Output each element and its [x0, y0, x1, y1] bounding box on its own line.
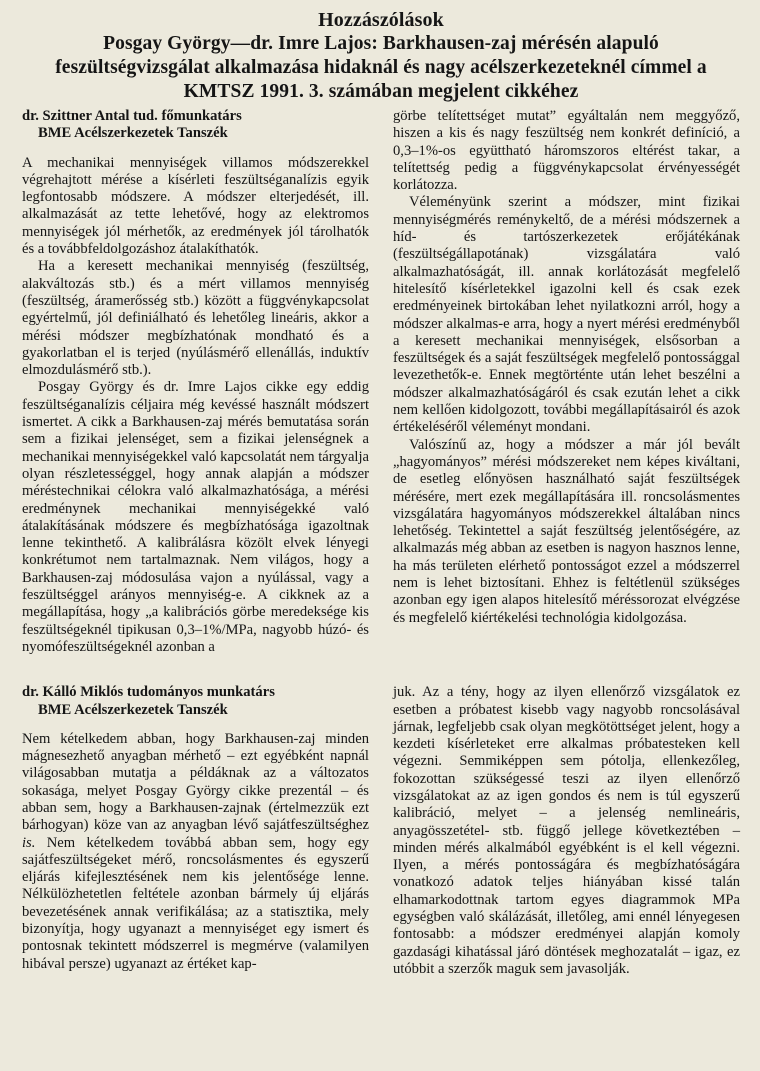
- paragraph: Posgay György és dr. Imre Lajos cikke egy eddig feszültséganalízis céljaira még kevéssé használt módszert ismertet. A cikk a Barkhausen-zaj mérés bemutatása során sem a fizikai jelenséget, sem a fizikai jelenségnek a mechanikai mennyiségekkel való kapcsolatát nem tárgyalja olyan részletességgel, hogy annak alapján a módszer méréstechnikai célokra való alkalmazhatósága, a mérési eredménynek mechanikai mennyiségekké való átalakításának módszere és megbízhatósága igazoltnak lenne tekinthető. A kalibrálásra közölt elvek lényegi konkrétumot nem tartalmaznak. Nem világos, hogy a Barkhausen-zaj módosulása vajon a nyúlással, vagy a feszültséggel arányos mennyiség-e. A cikknek az a megállapítása, hogy „a kalibrációs görbe meredeksége kis feszültségeknél tipikusan 0,3–1%/MPa, nagyobb húzó- és nyomófeszültségeknél azonban a: [22, 379, 370, 655]
- comment-2-author: dr. Kálló Miklós tudományos munkatárs: [22, 684, 275, 701]
- comment-1-author: dr. Szittner Antal tud. főmunkatárs: [22, 108, 242, 124]
- comment-1-column-left: [22, 108, 369, 656]
- section-heading: Hozzászólások: [318, 9, 444, 31]
- comment-2-column-left: [22, 684, 369, 978]
- paragraph: juk. Az a tény, hogy az ilyen ellenőrző vizsgálatok ez esetben a próbatest kisebb vagy nagyobb roncsolásával járnak, legfeljebb csak olyan megkötöttséget jelent, hogy a kezdeti kísérleteket erre alkalmas próbatesteken kell végezni. Semmiképpen sem pótolja, ellenkezőleg, fokozottan szükségessé teszi az ilyen ellenőrző vizsgálatokat az az igen gondos és nem is túl egyszerű kalibráció, melyet – a jelenség nemlineáris, anyagösszetétel- stb. függő jellege következtében – minden mérés alkalmából egyébként is el kell végezni. Ilyen, a mérés pontosságára és megbízhatóságára vonatkozó adatok teljes hiányában kissé talán elhamarkodottnak tartom egyes diagrammok MPa egységben való skálázását, illetőleg, ami ennél lényegesen fontosabb: a módszer eredményei alapján komoly gazdasági kihatással járó döntések meghozatalát – igaz, ez utóbbit a szerzők maguk sem javasolják.: [393, 684, 740, 977]
- comment-2-author-block: [22, 684, 369, 719]
- paragraph-text: Nem kételkedem továbbá abban sem, hogy egy sajátfeszültségeket mérő, roncsolásmentes és egyszerű eljárás kifejlesztésének nem kis jelentősége lenne. Nélkülözhetetlen feltétele azonban bármely új eljárás bevezetésének annak verifikálása; az a statisztika, mely bizonyítja, hogy ugyanazt a mennyiséget egy ismert és pontosnak tekintett módszerrel is megmérve (valamilyen hibával persze) ugyanazt az értéket kap-: [22, 834, 369, 972]
- paragraph: görbe telítettséget mutat” egyáltalán nem meggyőző, hiszen a kis és nagy feszültség nem konkrét definíció, a 0,3–1%-os együttható háromszoros eltérést takar, a telítettség pedig a függvénykapcsolat érvényességét korlátozza.: [393, 108, 740, 194]
- paragraph: [22, 731, 369, 973]
- paragraph: Ha a keresett mechanikai mennyiség (feszültség, alakváltozás stb.) és a mért villamos mennyiség (feszültség, áramerősség stb.) között a függvénykapcsolat egyértelmű, jól definiálható és lehetőleg lineáris, akkor a mérési módszer megbízhatónak mondható és a gyakorlatban el is terjed (nyúlásmérő ellenállás, induktív elmozdulásmérő stb.).: [22, 258, 369, 379]
- article-title-line-1: Posgay György—dr. Imre Lajos: Barkhausen-zaj mérésén alapuló: [103, 33, 659, 54]
- paragraph-text: Nem kételkedem abban, hogy Barkhausen-zaj minden mágnesezhető anyagban mérhető – ezt egyébként napnál világosabban mutatja a példáknak az a változatos sokasága, melyet Posgay György cikke prezentál – és abban sem, hogy a Barkhausen-zajnak (értelmezzük ezt bárhogyan) köze van az anyagban lévő sajátfeszültséghez: [22, 730, 369, 834]
- paragraph: Véleményünk szerint a módszer, mint fizikai mennyiségmérés reménykeltő, de a mérési módszernek a híd- és tartószerkezetek erőjátékának (feszültségállapotának) vizsgálatára való alkalmazhatóságát, ill. annak korlátozását megfelelő hitelesítő kísérletekkel igazolni kell és csak ezek eredményeinek birtokában lehet nyilatkozni arról, hogy a módszer alkalmas-e arra, hogy a nyert mérési eredményből a keresett mechanikai mennyiségek, elsősorban a feszültségek és a saját feszültségek megfelelő pontossággal levezethetők-e. Ennek megtörténte után lehet beszélni a módszer alkalmazhatóságáról és csak ezután lehet a cikk nem kellően kidolgozott, további megállapításairól és azok értékeléséről véleményt mondani.: [393, 194, 740, 436]
- emphasis: is.: [22, 834, 36, 851]
- comment-1-column-right: [393, 108, 740, 656]
- comment-2-column-right: [393, 684, 740, 978]
- paragraph: A mechanikai mennyiségek villamos módszerekkel végrehajtott mérése a kísérleti feszültséganalízis egyik legfontosabb módszere. A módszer elterjedését, ill. alkalmazását az tette lehetővé, hogy az elektromos mennyiségek jól mérhetők, az eredmények jól tárolhatók és a továbbfeldolgozáshoz átalakíthatók.: [22, 154, 369, 258]
- article-title-line-2: feszültségvizsgálat alkalmazása hidaknál és nagy acélszerkezeteknél címmel a: [55, 57, 707, 78]
- comment-1-author-block: [22, 108, 369, 143]
- comment-1: [22, 108, 740, 656]
- comment-2-department: BME Acélszerkezetek Tanszék: [38, 701, 228, 718]
- comment-2: [22, 684, 740, 978]
- article-title-line-3: KMTSZ 1991. 3. számában megjelent cikkéhez: [183, 81, 579, 102]
- header: [22, 8, 740, 104]
- paragraph: Valószínű az, hogy a módszer a már jól bevált „hagyományos” mérési módszereket nem képes kiváltani, de esetleg előnyösen használható saját feszültségek mérésére, mert ezek megállapítására ill. roncsolásmentes vizsgálatára hagyományos módszerekkel általában nincs lehetőség. Tekintettel a saját feszültség jelentőségére, az alkalmazás még abban az esetben is nagyon hasznos lenne, ha más területen elérhető pontosságot ezzel a módszerrel nem is lehet biztosítani. Ehhez is feltétlenül szükséges azonban egy igen alapos hitelesítő méréssorozat elvégzése és megfelelő kiértékelési technológia kidolgozása.: [393, 436, 740, 626]
- comment-1-department: BME Acélszerkezetek Tanszék: [38, 125, 228, 142]
